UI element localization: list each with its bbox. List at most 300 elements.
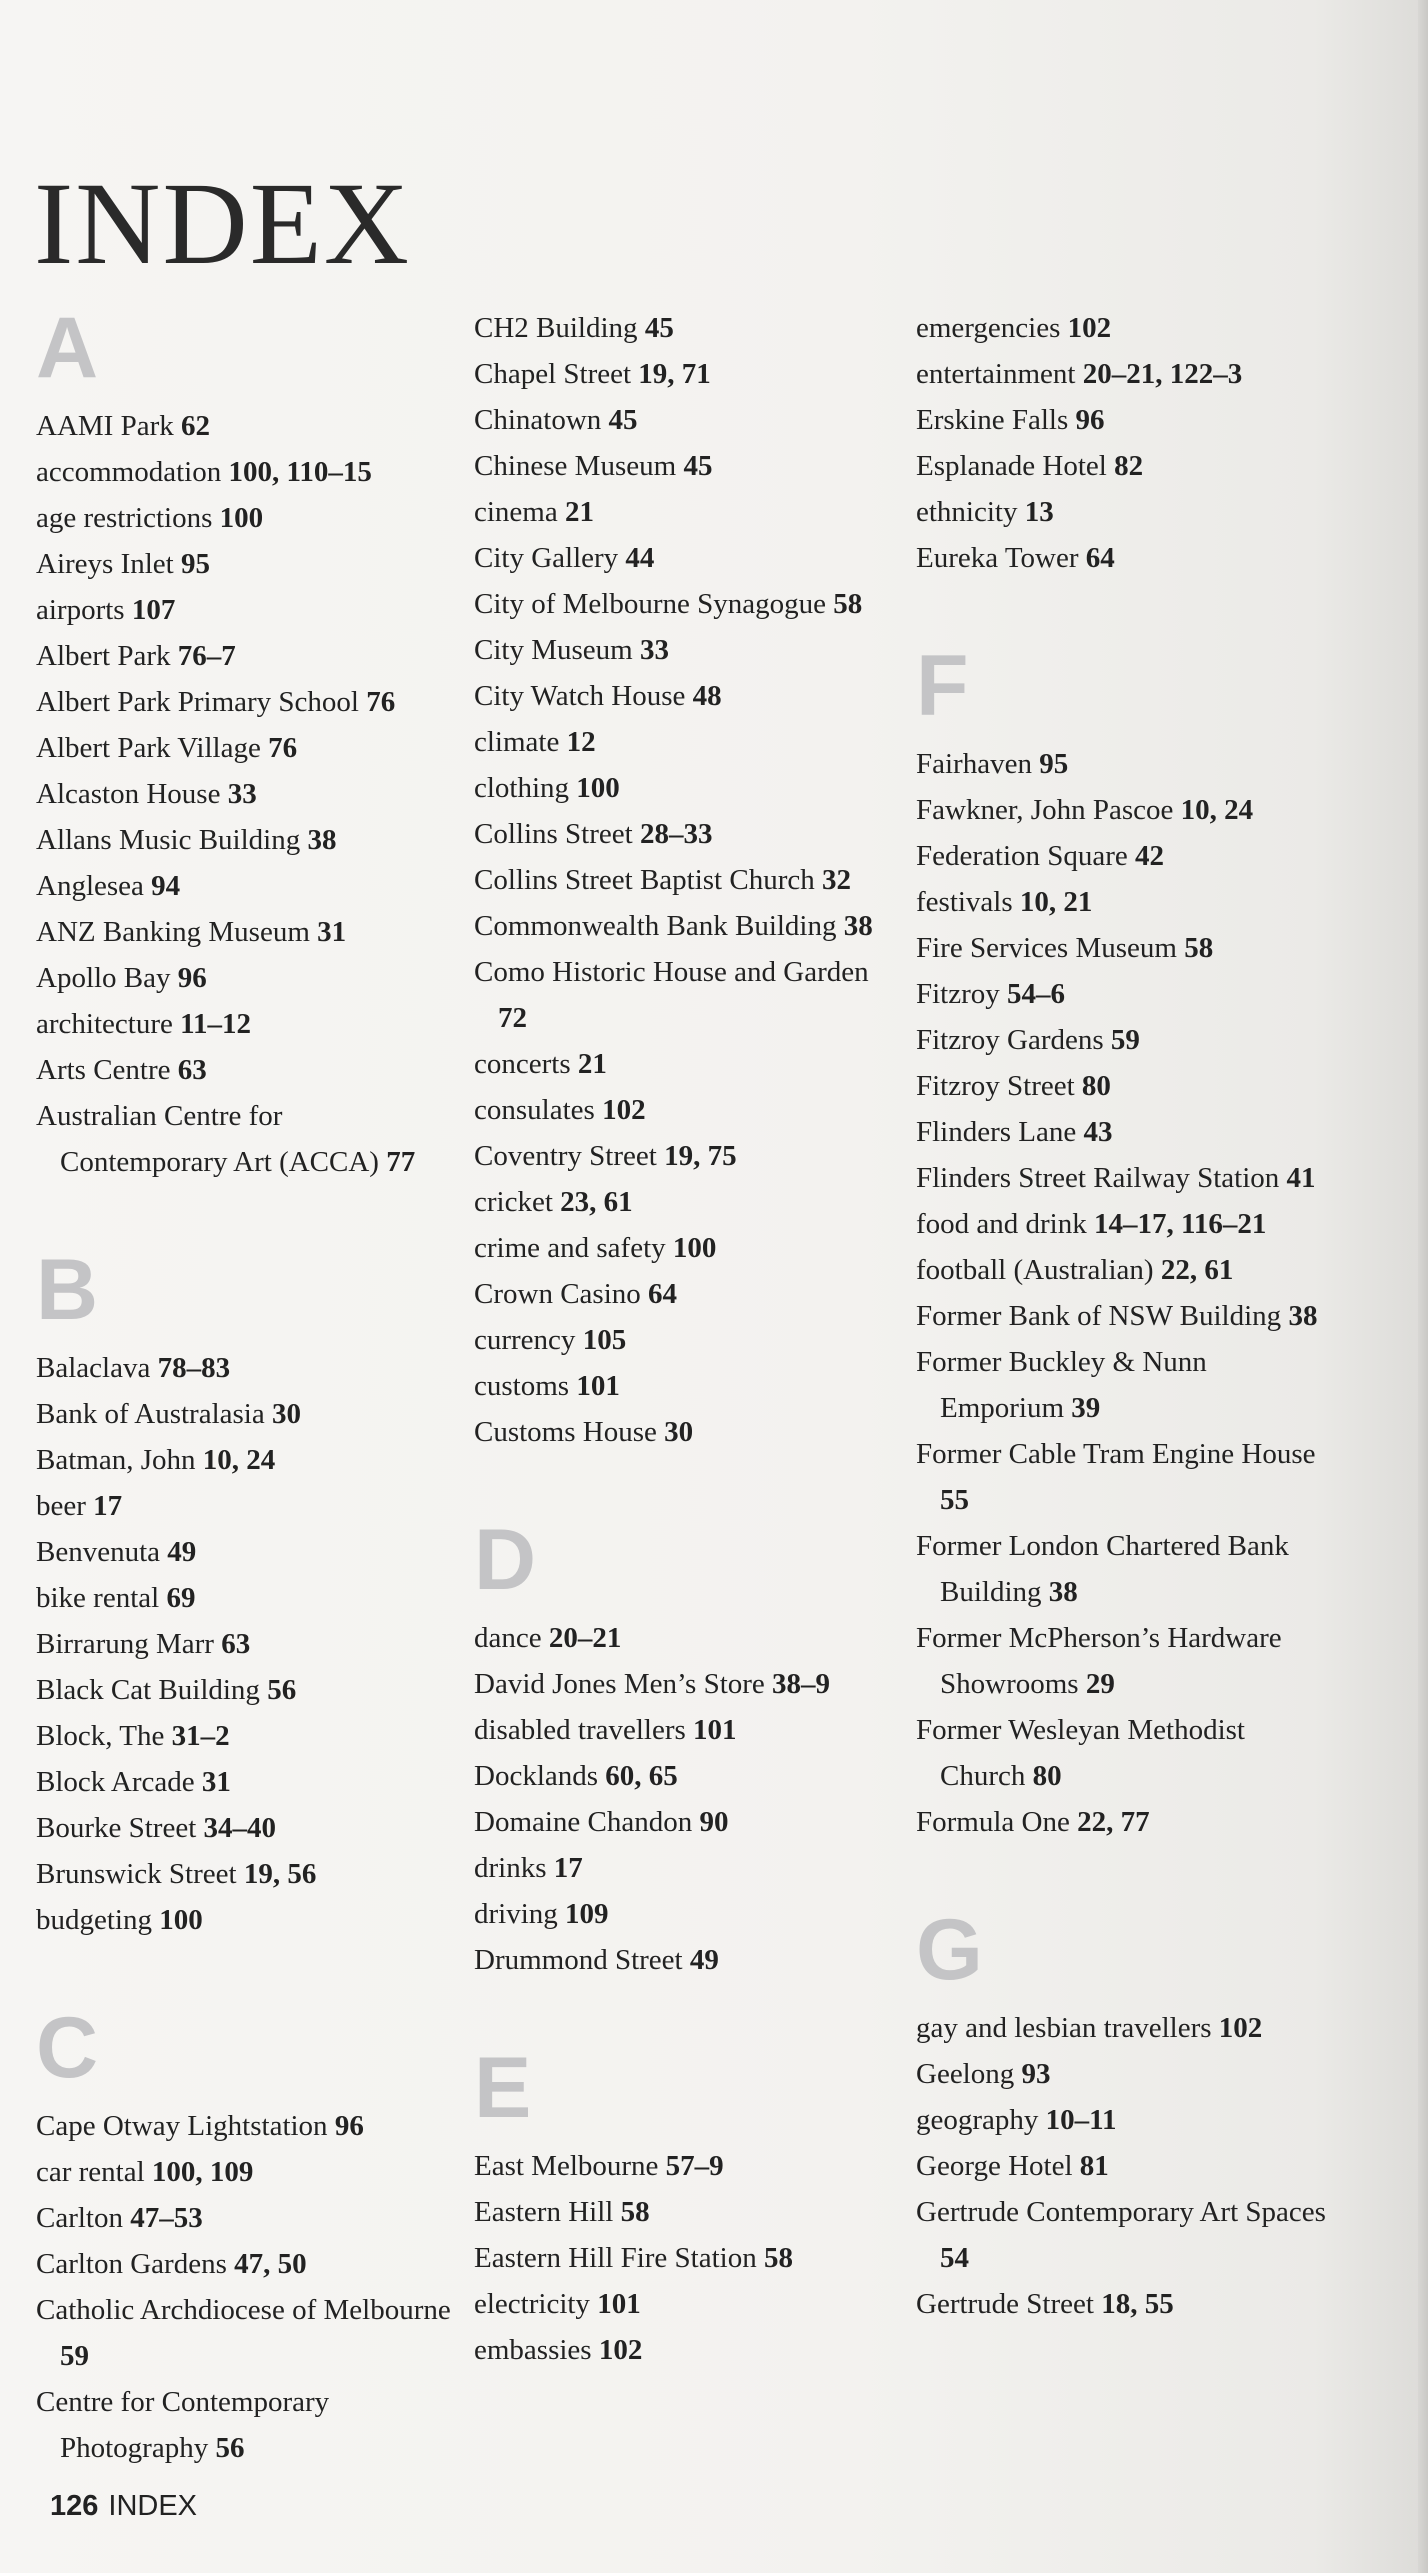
index-entry	[474, 535, 894, 581]
index-entry	[474, 1707, 894, 1753]
entry-pages: 102	[1218, 2012, 1263, 2044]
entry-term: Collins Street Baptist Church	[474, 864, 815, 896]
entry-term: embassies	[474, 2334, 592, 2366]
entry-term: Carlton Gardens	[36, 2248, 227, 2280]
entry-pages: 38	[843, 910, 873, 942]
section-letter: E	[474, 2040, 532, 2136]
entry-pages: 95	[1039, 748, 1069, 780]
entry-term: Chapel Street	[474, 358, 632, 390]
entry-pages: 43	[1083, 1116, 1113, 1148]
index-entry	[916, 925, 1336, 971]
index-entry	[916, 1109, 1336, 1155]
entry-pages: 19, 71	[638, 358, 711, 390]
index-entry	[474, 719, 894, 765]
entry-pages: 81	[1079, 2150, 1109, 2182]
index-entry	[474, 2281, 894, 2327]
entry-pages: 93	[1021, 2058, 1051, 2090]
entry-pages: 21	[577, 1048, 607, 1080]
index-entry	[36, 1391, 456, 1437]
entry-term: Former Bank of NSW Building	[916, 1300, 1282, 1332]
index-column-1	[36, 300, 456, 2471]
index-entry	[474, 627, 894, 673]
entry-term: Former McPherson’s Hardware Showrooms	[916, 1622, 1282, 1700]
index-entry	[36, 1759, 456, 1805]
entry-term: airports	[36, 594, 125, 626]
footer-label: INDEX	[108, 2490, 198, 2522]
entry-pages: 102	[1067, 312, 1112, 344]
index-entry	[474, 1845, 894, 1891]
entry-pages: 101	[576, 1370, 620, 1402]
entry-pages: 47, 50	[234, 2248, 307, 2280]
entry-term: Batman, John	[36, 1444, 196, 1476]
index-entry	[36, 725, 456, 771]
entry-term: Eastern Hill	[474, 2196, 614, 2228]
section-gap	[916, 1845, 1336, 1907]
index-entry	[916, 305, 1336, 351]
entry-pages: 14–17, 116–21	[1094, 1208, 1267, 1240]
entry-pages: 30	[271, 1398, 301, 1430]
entry-term: Como Historic House and Garden	[474, 956, 869, 988]
entry-term: concerts	[474, 1048, 571, 1080]
index-entry	[474, 1409, 894, 1455]
index-entry	[36, 1575, 456, 1621]
entry-term: currency	[474, 1324, 576, 1356]
entry-term: dance	[474, 1622, 542, 1654]
entry-pages: 72	[498, 1002, 527, 1034]
entry-pages: 56	[267, 1674, 297, 1706]
entry-pages: 96	[1075, 404, 1105, 436]
entry-pages: 107	[131, 594, 176, 626]
entry-term: Birrarung Marr	[36, 1628, 214, 1660]
entry-term: Chinese Museum	[474, 450, 677, 482]
index-entry	[36, 2287, 456, 2379]
entry-pages: 41	[1286, 1162, 1316, 1194]
entry-pages: 45	[608, 404, 638, 436]
index-entry	[36, 863, 456, 909]
entry-term: cricket	[474, 1186, 553, 1218]
entry-pages: 12	[566, 726, 596, 758]
entry-pages: 77	[386, 1146, 416, 1178]
entry-pages: 42	[1135, 840, 1165, 872]
index-entry	[36, 1001, 456, 1047]
entry-term: Bourke Street	[36, 1812, 197, 1844]
index-entry	[916, 443, 1336, 489]
section-letter: C	[36, 2000, 99, 2096]
entry-term: Alcaston House	[36, 778, 221, 810]
entry-term: ethnicity	[916, 496, 1018, 528]
index-entry	[916, 1063, 1336, 1109]
index-entry	[474, 811, 894, 857]
index-entry	[474, 351, 894, 397]
entry-pages: 80	[1032, 1760, 1062, 1792]
entry-pages: 17	[553, 1852, 583, 1884]
section-letter: G	[916, 1902, 983, 1998]
index-entry	[916, 1523, 1336, 1615]
entry-term: bike rental	[36, 1582, 160, 1614]
entry-pages: 38	[307, 824, 337, 856]
entry-term: Chinatown	[474, 404, 602, 436]
entry-pages: 95	[180, 548, 210, 580]
entry-pages: 56	[215, 2432, 245, 2464]
entry-pages: 76	[366, 686, 396, 718]
entry-pages: 38–9	[772, 1668, 831, 1700]
index-entry	[474, 949, 894, 1041]
index-entry	[916, 397, 1336, 443]
entry-term: Coventry Street	[474, 1140, 657, 1172]
index-entry	[36, 1483, 456, 1529]
section-gap	[36, 1185, 456, 1247]
entry-term: climate	[474, 726, 560, 758]
index-entry	[474, 1661, 894, 1707]
section-letter: F	[916, 638, 969, 734]
entry-pages: 13	[1024, 496, 1054, 528]
entry-term: ANZ Banking Museum	[36, 916, 310, 948]
index-entry	[36, 2195, 456, 2241]
entry-pages: 34–40	[203, 1812, 277, 1844]
entry-term: crime and safety	[474, 1232, 666, 1264]
entry-pages: 100	[159, 1904, 203, 1936]
entry-pages: 63	[177, 1054, 207, 1086]
entry-term: East Melbourne	[474, 2150, 659, 2182]
section-letter: D	[474, 1512, 537, 1608]
entry-pages: 60, 65	[605, 1760, 678, 1792]
entry-pages: 48	[692, 680, 722, 712]
entry-term: cinema	[474, 496, 558, 528]
section-gap	[474, 1983, 894, 2045]
section-gap	[474, 1455, 894, 1517]
entry-pages: 28–33	[639, 818, 713, 850]
index-entry	[36, 1713, 456, 1759]
entry-pages: 105	[582, 1324, 627, 1356]
index-entry	[916, 2281, 1336, 2327]
entry-pages: 54–6	[1007, 978, 1066, 1010]
entry-pages: 82	[1114, 450, 1144, 482]
index-entry	[36, 1621, 456, 1667]
index-entry	[916, 2051, 1336, 2097]
entry-term: entertainment	[916, 358, 1076, 390]
entry-term: Carlton	[36, 2202, 123, 2234]
index-column-3	[916, 305, 1336, 2327]
entry-pages: 22, 77	[1077, 1806, 1150, 1838]
index-entry	[474, 1087, 894, 1133]
index-entry	[474, 305, 894, 351]
entry-pages: 109	[565, 1898, 609, 1930]
entry-term: Albert Park	[36, 640, 171, 672]
entry-pages: 23, 61	[560, 1186, 633, 1218]
entry-pages: 10, 24	[202, 1444, 276, 1476]
entry-pages: 33	[227, 778, 257, 810]
entry-term: Former London Chartered Bank Building	[916, 1530, 1289, 1608]
index-entry	[474, 1179, 894, 1225]
entry-term: Cape Otway Lightstation	[36, 2110, 328, 2142]
entry-pages: 57–9	[665, 2150, 724, 2182]
entry-pages: 76–7	[177, 640, 236, 672]
entry-term: City Gallery	[474, 542, 619, 574]
entry-pages: 31	[201, 1766, 231, 1798]
entry-term: Eureka Tower	[916, 542, 1079, 574]
index-entry	[916, 1017, 1336, 1063]
index-entry	[474, 1891, 894, 1937]
entry-pages: 49	[689, 1944, 719, 1976]
index-entry	[474, 1753, 894, 1799]
entry-term: Fawkner, John Pascoe	[916, 794, 1174, 826]
index-entry	[36, 587, 456, 633]
entry-term: George Hotel	[916, 2150, 1073, 2182]
entry-term: Catholic Archdiocese of Melbourne	[36, 2294, 451, 2326]
entry-term: Benvenuta	[36, 1536, 161, 1568]
index-entry	[916, 1799, 1336, 1845]
entry-pages: 58	[763, 2242, 793, 2274]
section-letter: B	[36, 1242, 99, 1338]
index-entry	[474, 1317, 894, 1363]
index-entry	[916, 879, 1336, 925]
index-entry	[474, 1041, 894, 1087]
entry-pages: 62	[181, 410, 210, 442]
entry-term: Eastern Hill Fire Station	[474, 2242, 757, 2274]
index-entry	[474, 1937, 894, 1983]
entry-pages: 38	[1288, 1300, 1318, 1332]
entry-term: food and drink	[916, 1208, 1087, 1240]
entry-term: Gertrude Street	[916, 2288, 1094, 2320]
entry-pages: 76	[268, 732, 298, 764]
entry-term: Fire Services Museum	[916, 932, 1177, 964]
entry-pages: 102	[598, 2334, 643, 2366]
section-gap	[916, 581, 1336, 643]
entry-term: Fitzroy Gardens	[916, 1024, 1104, 1056]
entry-pages: 33	[639, 634, 669, 666]
entry-pages: 29	[1085, 1668, 1115, 1700]
index-entry	[916, 833, 1336, 879]
entry-pages: 31–2	[171, 1720, 230, 1752]
entry-pages: 45	[683, 450, 713, 482]
index-entry	[916, 1155, 1336, 1201]
entry-term: customs	[474, 1370, 570, 1402]
entry-term: Flinders Lane	[916, 1116, 1077, 1148]
entry-pages: 22, 61	[1160, 1254, 1234, 1286]
entry-term: Bank of Australasia	[36, 1398, 265, 1430]
entry-pages: 10, 21	[1019, 886, 1093, 918]
index-entry	[916, 535, 1336, 581]
index-entry	[474, 1133, 894, 1179]
index-entry	[36, 817, 456, 863]
index-entry	[36, 449, 456, 495]
index-entry	[36, 909, 456, 955]
entry-pages: 102	[602, 1094, 646, 1126]
entry-term: Fitzroy Street	[916, 1070, 1075, 1102]
entry-pages: 94	[151, 870, 181, 902]
entry-term: Domaine Chandon	[474, 1806, 693, 1838]
entry-pages: 39	[1071, 1392, 1101, 1424]
entry-term: Albert Park Primary School	[36, 686, 359, 718]
index-entry	[36, 2149, 456, 2195]
entry-term: CH2 Building	[474, 312, 638, 344]
entry-pages: 47–53	[130, 2202, 203, 2234]
entry-pages: 100	[672, 1232, 717, 1264]
entry-term: Geelong	[916, 2058, 1015, 2090]
entry-pages: 78–83	[157, 1352, 231, 1384]
entry-term: Brunswick Street	[36, 1858, 237, 1890]
index-entry	[916, 787, 1336, 833]
index-entry	[474, 2189, 894, 2235]
index-entry	[36, 2103, 456, 2149]
entry-term: Formula One	[916, 1806, 1070, 1838]
index-entry	[916, 1339, 1336, 1431]
entry-pages: 96	[177, 962, 207, 994]
entry-term: Block Arcade	[36, 1766, 195, 1798]
index-entry	[916, 2097, 1336, 2143]
index-entry	[474, 1363, 894, 1409]
index-entry	[916, 1293, 1336, 1339]
entry-term: festivals	[916, 886, 1013, 918]
section-letter: A	[36, 300, 99, 396]
entry-pages: 69	[166, 1582, 196, 1614]
entry-term: geography	[916, 2104, 1039, 2136]
index-entry	[36, 2241, 456, 2287]
index-entry	[474, 903, 894, 949]
entry-pages: 80	[1081, 1070, 1111, 1102]
entry-term: Anglesea	[36, 870, 144, 902]
entry-term: Former Wesleyan Methodist Church	[916, 1714, 1245, 1792]
entry-pages: 101	[693, 1714, 737, 1746]
entry-pages: 59	[60, 2340, 89, 2372]
index-entry	[36, 633, 456, 679]
index-entry	[474, 857, 894, 903]
index-entry	[916, 2189, 1336, 2281]
index-entry	[474, 1799, 894, 1845]
entry-pages: 38	[1048, 1576, 1078, 1608]
entry-pages: 63	[221, 1628, 251, 1660]
index-entry	[474, 581, 894, 627]
entry-pages: 59	[1110, 1024, 1140, 1056]
index-entry	[916, 351, 1336, 397]
index-entry	[36, 1805, 456, 1851]
page-title: INDEX	[34, 158, 412, 289]
index-entry	[916, 1707, 1336, 1799]
index-entry	[36, 771, 456, 817]
entry-term: Fairhaven	[916, 748, 1032, 780]
entry-pages: 100, 109	[151, 2156, 254, 2188]
entry-pages: 31	[317, 916, 347, 948]
entry-pages: 55	[940, 1484, 969, 1516]
entry-pages: 19, 56	[243, 1858, 317, 1890]
section-gap	[36, 1943, 456, 2005]
index-entry	[916, 1247, 1336, 1293]
entry-term: Docklands	[474, 1760, 599, 1792]
entry-term: budgeting	[36, 1904, 152, 1936]
entry-term: consulates	[474, 1094, 595, 1126]
entry-pages: 100, 110–15	[228, 456, 372, 488]
index-entry	[916, 489, 1336, 535]
entry-pages: 49	[167, 1536, 197, 1568]
entry-pages: 101	[597, 2288, 641, 2320]
index-entry	[36, 541, 456, 587]
index-entry	[474, 765, 894, 811]
index-entry	[36, 955, 456, 1001]
entry-term: Arts Centre	[36, 1054, 171, 1086]
entry-pages: 21	[564, 496, 594, 528]
index-entry	[36, 1437, 456, 1483]
index-entry	[474, 1615, 894, 1661]
entry-pages: 30	[664, 1416, 694, 1448]
entry-term: Block, The	[36, 1720, 165, 1752]
entry-pages: 54	[940, 2242, 969, 2274]
entry-term: Commonwealth Bank Building	[474, 910, 837, 942]
index-entry	[36, 1345, 456, 1391]
entry-pages: 44	[625, 542, 655, 574]
entry-term: beer	[36, 1490, 86, 1522]
entry-term: City Museum	[474, 634, 633, 666]
page-footer	[50, 2490, 197, 2523]
entry-term: Gertrude Contemporary Art Spaces	[916, 2196, 1326, 2228]
entry-term: age restrictions	[36, 502, 213, 534]
entry-pages: 100	[219, 502, 264, 534]
index-entry	[474, 443, 894, 489]
entry-term: Crown Casino	[474, 1278, 641, 1310]
index-entry	[36, 1047, 456, 1093]
entry-term: accommodation	[36, 456, 222, 488]
entry-term: clothing	[474, 772, 570, 804]
index-entry	[916, 971, 1336, 1017]
index-entry	[36, 2379, 456, 2471]
entry-term: Australian Centre for Contemporary Art (ACCA)	[36, 1100, 379, 1178]
entry-term: Erskine Falls	[916, 404, 1069, 436]
entry-term: drinks	[474, 1852, 547, 1884]
entry-pages: 64	[648, 1278, 677, 1310]
index-entry	[474, 1225, 894, 1271]
entry-term: disabled travellers	[474, 1714, 686, 1746]
index-entry	[474, 2327, 894, 2373]
index-entry	[916, 2005, 1336, 2051]
entry-term: Fitzroy	[916, 978, 1000, 1010]
entry-term: football (Australian)	[916, 1254, 1154, 1286]
entry-term: Former Buckley & Nunn Emporium	[916, 1346, 1207, 1424]
entry-pages: 64	[1085, 542, 1115, 574]
index-entry	[36, 403, 456, 449]
entry-term: driving	[474, 1898, 558, 1930]
entry-pages: 45	[644, 312, 674, 344]
entry-term: Flinders Street Railway Station	[916, 1162, 1280, 1194]
index-entry	[916, 1201, 1336, 1247]
index-entry	[916, 1431, 1336, 1523]
entry-term: car rental	[36, 2156, 145, 2188]
index-entry	[474, 673, 894, 719]
page-number: 126	[50, 2490, 99, 2522]
entry-pages: 20–21	[548, 1622, 622, 1654]
entry-pages: 19, 75	[664, 1140, 737, 1172]
index-entry	[36, 1667, 456, 1713]
index-entry	[474, 2143, 894, 2189]
index-entry	[474, 489, 894, 535]
entry-term: Aireys Inlet	[36, 548, 174, 580]
entry-pages: 58	[833, 588, 863, 620]
index-entry	[916, 1615, 1336, 1707]
index-entry	[36, 495, 456, 541]
entry-term: Federation Square	[916, 840, 1128, 872]
entry-term: Drummond Street	[474, 1944, 683, 1976]
entry-term: emergencies	[916, 312, 1061, 344]
entry-pages: 10, 24	[1180, 794, 1254, 826]
entry-pages: 58	[1184, 932, 1214, 964]
entry-term: Apollo Bay	[36, 962, 171, 994]
entry-pages: 32	[822, 864, 851, 896]
index-entry	[474, 2235, 894, 2281]
index-entry	[474, 1271, 894, 1317]
entry-term: Centre for Contemporary Photography	[36, 2386, 330, 2464]
entry-term: City Watch House	[474, 680, 686, 712]
entry-term: electricity	[474, 2288, 590, 2320]
index-entry	[36, 1529, 456, 1575]
entry-pages: 96	[334, 2110, 364, 2142]
